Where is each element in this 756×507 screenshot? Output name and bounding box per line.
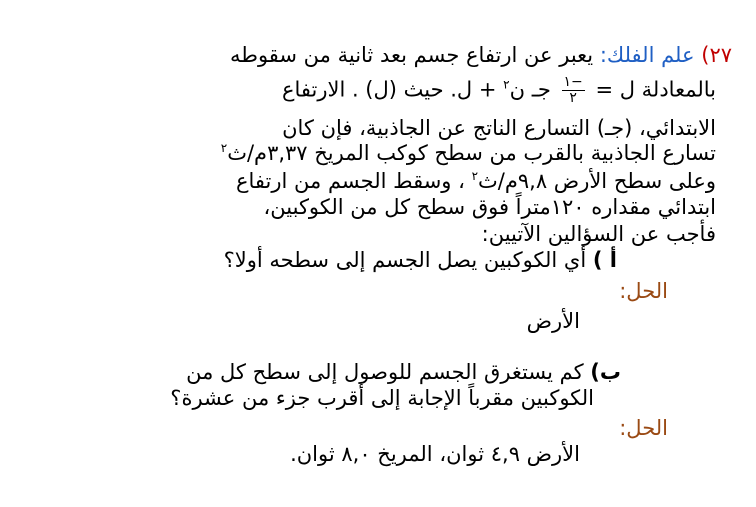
part-a-question	[224, 248, 617, 273]
part-b-marker: ب)	[590, 360, 621, 384]
equation-fraction	[562, 75, 585, 106]
problem-topic: علم الفلك:	[599, 43, 695, 67]
part-a-marker: أ )	[592, 248, 617, 272]
equation-line	[282, 75, 716, 106]
problem-line-3: الابتدائي، (جـ) التسارع الناتج عن الجاذبية، فإن كان	[282, 116, 716, 140]
problem-line-1: يعبر عن ارتفاع جسم بعد ثانية من سقوطه	[229, 43, 594, 67]
problem-line-6: ابتدائي مقداره ١٢٠متراً فوق سطح كل من الكوكبين،	[263, 195, 716, 219]
problem-line-5-text-b: ، وسقط الجسم من ارتفاع	[236, 169, 465, 193]
fraction-numerator: −١	[563, 74, 583, 90]
problem-line-4	[221, 141, 716, 166]
equation-lhs: بالمعادلة ل =	[595, 77, 716, 102]
problem-number: ٢٧)	[701, 43, 732, 67]
problem-header-line	[230, 43, 732, 68]
problem-line-4-text: تسارع الجاذبية بالقرب من سطح كوكب المريخ ٣,٣٧م/ث	[227, 141, 716, 165]
part-a-answer: الأرض	[526, 309, 580, 333]
equation-rest: + ل. حيث (ل) . الارتفاع	[281, 77, 497, 102]
part-b-text-1: كم يستغرق الجسم للوصول إلى سطح كل من	[186, 360, 584, 384]
part-a-solution-label: الحل:	[619, 279, 668, 303]
fraction-denominator: ٢	[569, 90, 577, 106]
part-b-solution-label: الحل:	[619, 416, 668, 440]
problem-line-5-exponent: ٢	[471, 169, 479, 183]
problem-line-5	[236, 169, 716, 194]
part-a-text: أي الكوكبين يصل الجسم إلى سطحه أولا؟	[223, 248, 587, 272]
part-b-answer: الأرض ٤,٩ ثوان، المريخ ٨,٠ ثوان.	[290, 442, 580, 466]
problem-line-5-text-a: وعلى سطح الأرض ٩,٨م/ث	[478, 169, 716, 193]
equation-exponent: ٢	[503, 77, 510, 92]
equation-term: جـ ن	[509, 77, 551, 102]
problem-line-7: فأجب عن السؤالين الآتيين:	[481, 222, 716, 246]
part-b-question-line-1	[186, 360, 621, 385]
part-b-question-line-2: الكوكبين مقرباً الإجابة إلى أقرب جزء من عشرة؟	[170, 386, 594, 410]
problem-line-4-exponent: ٢	[220, 141, 228, 155]
